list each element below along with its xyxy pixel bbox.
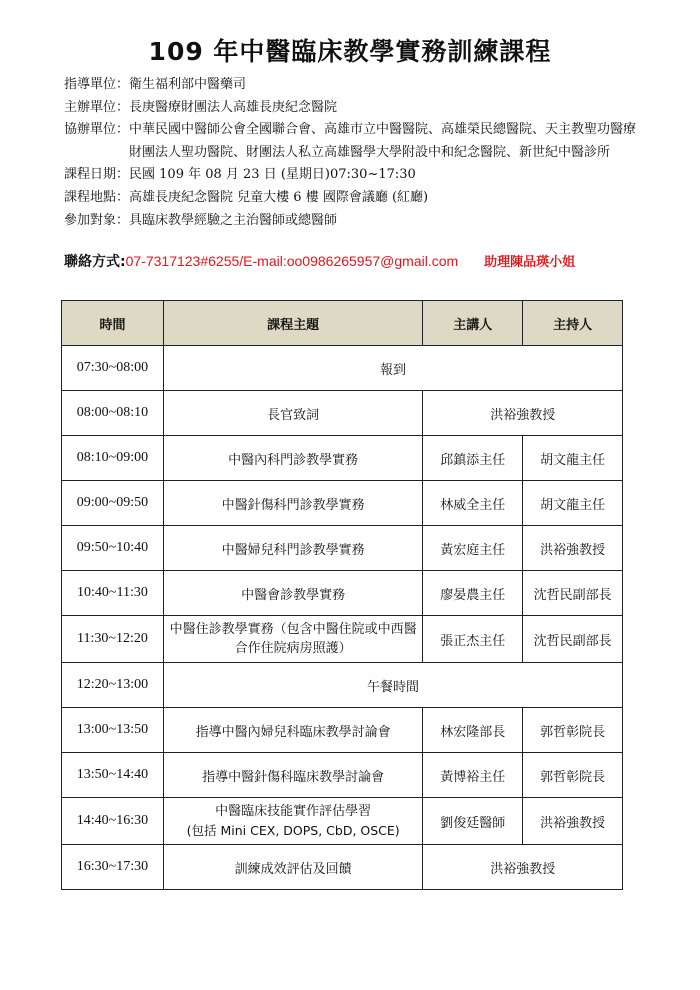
contact-line [64,251,575,271]
table-row [62,708,623,753]
table-row [62,616,623,663]
table-row [62,526,623,571]
time-cell: 09:00~09:50 [62,481,164,526]
topic-cell: 指導中醫針傷科臨床教學討論會 [163,753,422,798]
contact-assistant: 助理陳品瑛小姐 [484,255,576,270]
header-speaker: 主講人 [423,301,523,346]
time-cell: 11:30~12:20 [62,616,164,663]
info-label: 課程日期： [64,167,130,183]
info-value: 中華民國中醫師公會全國聯合會、高雄市立中醫醫院、高雄榮民總醫院、天主教聖功醫療財團法人聖功醫院、財團法人私立高雄醫學大學附設中和紀念醫院、新世紀中醫診所 [129,122,637,160]
speaker-cell: 張正杰主任 [423,616,523,663]
host-cell: 沈哲民副部長 [523,571,623,616]
speaker-cell: 洪裕強教授 [423,391,623,436]
time-cell: 10:40~11:30 [62,571,164,616]
host-cell: 洪裕強教授 [523,526,623,571]
host-cell: 胡文龍主任 [523,436,623,481]
host-cell: 沈哲民副部長 [523,616,623,663]
speaker-cell: 邱鎮添主任 [423,436,523,481]
speaker-cell: 洪裕強教授 [423,845,623,890]
info-row-venue [64,187,644,210]
table-row [62,346,623,391]
schedule-table [61,300,623,890]
topic-cell: 午餐時間 [163,663,622,708]
info-row-date [64,164,644,187]
table-row [62,391,623,436]
header-host: 主持人 [523,301,623,346]
time-cell: 09:50~10:40 [62,526,164,571]
topic-cell: 訓練成效評估及回饋 [163,845,422,890]
time-cell: 08:10~09:00 [62,436,164,481]
header-topic: 課程主題 [163,301,422,346]
info-label: 課程地點： [64,189,130,205]
table-row [62,436,623,481]
time-cell: 12:20~13:00 [62,663,164,708]
info-row-guidance [64,74,644,97]
speaker-cell: 黃博裕主任 [423,753,523,798]
info-value: 具臨床教學經驗之主治醫師或總醫師 [129,212,338,228]
info-value: 衛生福利部中醫藥司 [129,77,247,92]
contact-label: 聯絡方式: [64,254,126,270]
info-label: 指導單位： [64,77,130,92]
info-value: 高雄長庚紀念醫院 兒童大樓 6 樓 國際會議廳 (紅廳) [129,189,429,205]
time-cell: 08:00~08:10 [62,391,164,436]
topic-cell: 長官致詞 [163,391,422,436]
info-row-co-organizers [64,119,644,164]
topic-cell: 中醫婦兒科門診教學實務 [163,526,422,571]
time-cell: 16:30~17:30 [62,845,164,890]
page-title: 109 年中醫臨床教學實務訓練課程 [148,37,552,66]
info-value: 民國 109 年 08 月 23 日 (星期日)07:30~17:30 [129,167,416,183]
topic-cell: 中醫針傷科門診教學實務 [163,481,422,526]
table-row [62,481,623,526]
host-cell: 洪裕強教授 [523,798,623,845]
info-label: 協辦單位： [64,122,130,138]
topic-line-1: 中醫臨床技能實作評估學習 [215,804,372,819]
table-row [62,845,623,890]
table-row [62,571,623,616]
speaker-cell: 廖晏農主任 [423,571,523,616]
time-cell: 07:30~08:00 [62,346,164,391]
topic-cell [163,798,422,845]
speaker-cell: 劉俊廷醫師 [423,798,523,845]
course-info [64,74,644,232]
table-row [62,798,623,845]
speaker-cell: 林威全主任 [423,481,523,526]
topic-cell: 中醫住診教學實務（包含中醫住院或中西醫合作住院病房照護） [163,616,422,663]
info-label: 參加對象： [64,212,130,228]
time-cell: 13:50~14:40 [62,753,164,798]
table-row [62,753,623,798]
info-row-audience [64,210,644,233]
host-cell: 郭哲彰院長 [523,708,623,753]
info-row-organizer [64,97,644,120]
topic-cell: 指導中醫內婦兒科臨床教學討論會 [163,708,422,753]
table-row [62,663,623,708]
time-cell: 13:00~13:50 [62,708,164,753]
host-cell: 郭哲彰院長 [523,753,623,798]
time-cell: 14:40~16:30 [62,798,164,845]
speaker-cell: 黃宏庭主任 [423,526,523,571]
topic-cell: 中醫會診教學實務 [163,571,422,616]
speaker-cell: 林宏隆部長 [423,708,523,753]
topic-cell: 報到 [163,346,622,391]
topic-cell: 中醫內科門診教學實務 [163,436,422,481]
header-time: 時間 [62,301,164,346]
contact-value: 07-7317123#6255/E-mail:oo0986265957@gmail.com [125,253,459,269]
topic-line-2: (包括 Mini CEX, DOPS, CbD, OSCE) [186,823,400,838]
info-label: 主辦單位： [64,99,130,115]
info-value: 長庚醫療財團法人高雄長庚紀念醫院 [129,99,338,115]
host-cell: 胡文龍主任 [523,481,623,526]
table-header-row [62,301,623,346]
